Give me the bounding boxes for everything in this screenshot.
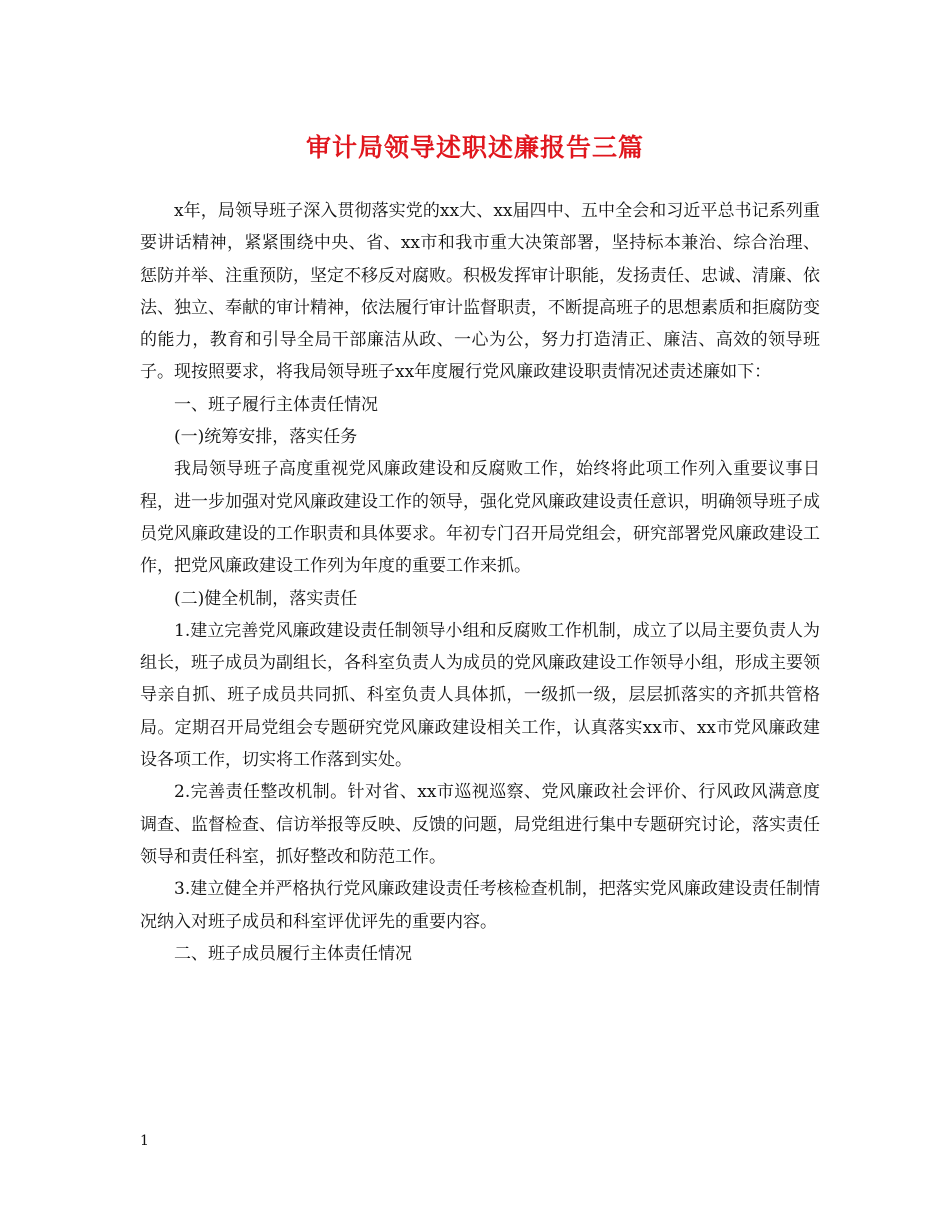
page-number: 1 bbox=[140, 1133, 149, 1149]
paragraph-intro: x年，局领导班子深入贯彻落实党的xx大、xx届四中、五中全会和习近平总书记系列重要讲话精神，紧紧围绕中央、省、xx市和我市重大决策部署，坚持标本兼治、综合治理、惩防并举、注重预防，坚定不移反对腐败。积极发挥审计职能，发扬责任、忠诚、清廉、依法、独立、奉献的审计精神，依法履行审计监督职责，不断提高班子的思想素质和拒腐防变的能力，教育和引导全局干部廉洁从政、一心为公，努力打造清正、廉洁、高效的领导班子。现按照要求，将我局领导班子xx年度履行党风廉政建设职责情况述责述廉如下： bbox=[140, 201, 820, 383]
heading-subsection-2: (二)健全机制，落实责任 bbox=[174, 588, 358, 609]
document-body bbox=[140, 195, 820, 970]
paragraph-item-2: 2.完善责任整改机制。针对省、xx市巡视巡察、党风廉政社会评价、行风政风满意度调查、监督检查、信访举报等反映、反馈的问题，局党组进行集中专题研究讨论，落实责任领导和责任科室，抓好整改和防范工作。 bbox=[140, 782, 820, 867]
document-title: 审计局领导述职述廉报告三篇 bbox=[305, 133, 644, 162]
heading-subsection-1: (一)统筹安排，落实任务 bbox=[174, 427, 358, 448]
paragraph-item-1: 1.建立完善党风廉政建设责任制领导小组和反腐败工作机制，成立了以局主要负责人为组长，班子成员为副组长，各科室负责人为成员的党风廉政建设工作领导小组，形成主要领导亲自抓、班子成员共同抓、科室负责人具体抓，一级抓一级，层层抓落实的齐抓共管格局。定期召开局党组会专题研究党风廉政建设相关工作，认真落实xx市、xx市党风廉政建设各项工作，切实将工作落到实处。 bbox=[140, 620, 820, 771]
paragraph-planning: 我局领导班子高度重视党风廉政建设和反腐败工作，始终将此项工作列入重要议事日程，进一步加强对党风廉政建设工作的领导，强化党风廉政建设责任意识，明确领导班子成员党风廉政建设的工作职责和具体要求。年初专门召开局党组会，研究部署党风廉政建设工作，把党风廉政建设工作列为年度的重要工作来抓。 bbox=[140, 459, 820, 577]
paragraph-item-3: 3.建立健全并严格执行党风廉政建设责任考核检查机制，把落实党风廉政建设责任制情况纳入对班子成员和科室评优评先的重要内容。 bbox=[140, 879, 820, 932]
heading-section-2: 二、班子成员履行主体责任情况 bbox=[174, 943, 412, 964]
heading-section-1: 一、班子履行主体责任情况 bbox=[174, 394, 378, 415]
